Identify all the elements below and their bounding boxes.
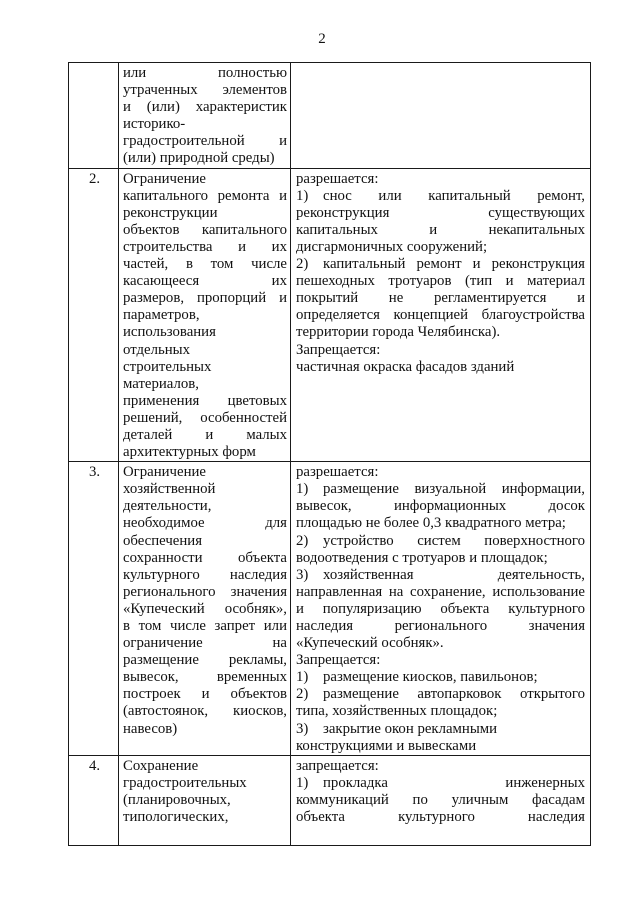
- text-line: историко-: [123, 116, 186, 133]
- text-line: отдельных: [123, 341, 190, 358]
- text-line: [296, 533, 585, 550]
- text-line: типологических,: [123, 809, 229, 826]
- text-line: коммуникаций по уличным фасадам: [296, 791, 585, 808]
- list-marker: 1): [296, 774, 309, 791]
- paragraph: [296, 481, 585, 532]
- list-item-text: размещение автопарковок открытого: [323, 686, 585, 703]
- text-line: [296, 567, 585, 584]
- paragraph: [123, 758, 287, 826]
- text-line: градостроительной и: [123, 133, 287, 150]
- text-line: объектов капитального: [123, 221, 287, 238]
- text-line: использования: [123, 324, 216, 341]
- table-row: [69, 755, 591, 845]
- text-line: Запрещается:: [296, 341, 381, 358]
- paragraph: [123, 171, 287, 462]
- text-line: вывесок, временных: [123, 669, 287, 686]
- text-line: территории города Челябинска).: [296, 324, 501, 341]
- list-item-text: размещение киосков, павильонов;: [323, 669, 538, 686]
- text-line: частичная окраска фасадов зданий: [296, 358, 515, 375]
- text-line: применения цветовых: [123, 392, 287, 409]
- paragraph: [296, 567, 585, 652]
- paragraph: [296, 342, 585, 359]
- row-number-cell: [69, 168, 119, 462]
- text-line: размеров, пропорций и: [123, 290, 287, 307]
- list-item-text: капитальный ремонт и реконструкция: [323, 256, 585, 273]
- row-number-cell: [69, 755, 119, 845]
- list-item-text: снос или капитальный ремонт,: [323, 187, 585, 204]
- text-line: касающееся их: [123, 273, 287, 290]
- subject-cell: [119, 462, 291, 756]
- text-line: утраченных элементов: [123, 82, 287, 99]
- table-row: [69, 462, 591, 756]
- text-line: [296, 775, 585, 792]
- list-marker: 1): [296, 481, 309, 498]
- text-line: или полностью: [123, 65, 287, 81]
- text-line: вывесок, информационных досок: [296, 498, 585, 515]
- paragraph: [296, 721, 585, 755]
- text-line: [296, 481, 585, 498]
- paragraph: [296, 359, 585, 376]
- text-line: ограничение на: [123, 635, 287, 652]
- text-line: строительных: [123, 358, 212, 375]
- subject-cell: [119, 63, 291, 169]
- text-line: частей, в том числе: [123, 256, 287, 273]
- text-line: покрытий не регламентируется и: [296, 290, 585, 307]
- paragraph: [123, 65, 287, 168]
- text-line: разрешается:: [296, 464, 379, 481]
- list-item-text: устройство систем поверхностного: [323, 532, 585, 549]
- paragraph: [296, 188, 585, 256]
- text-line: Запрещается:: [296, 652, 381, 669]
- text-line: и (или) характеристик: [123, 99, 287, 116]
- text-line: (или) природной среды): [123, 150, 275, 167]
- text-line: определяется концепцией благоустройства: [296, 307, 585, 324]
- row-number: 3.: [88, 464, 101, 481]
- text-line: водоотведения с тротуаров и площадок;: [296, 549, 548, 566]
- list-item-text: прокладка инженерных: [323, 774, 585, 791]
- paragraph: [296, 775, 585, 826]
- text-line: капитального ремонта и: [123, 187, 287, 204]
- list-item-text: размещение визуальной информации,: [323, 481, 585, 498]
- list-item-text: хозяйственная деятельность,: [323, 566, 585, 583]
- regime-cell: [291, 755, 591, 845]
- text-line: Ограничение: [123, 170, 206, 187]
- regime-table: [68, 62, 591, 846]
- text-line: [296, 721, 585, 738]
- list-marker: 2): [296, 686, 309, 703]
- paragraph: [296, 256, 585, 341]
- paragraph: [296, 464, 585, 481]
- text-line: запрещается:: [296, 757, 379, 774]
- text-line: деятельности,: [123, 498, 212, 515]
- list-marker: 1): [296, 669, 309, 686]
- list-marker: 3): [296, 720, 309, 737]
- paragraph: [296, 652, 585, 669]
- text-line: «Купеческий особняк».: [296, 635, 444, 652]
- paragraph: [296, 686, 585, 720]
- row-number: 2.: [88, 170, 101, 187]
- text-line: площадью не более 0,3 квадратного метра;: [296, 515, 566, 532]
- text-line: размещение рекламы,: [123, 652, 287, 669]
- text-line: обеспечения: [123, 532, 203, 549]
- text-line: строительства и их: [123, 238, 287, 255]
- paragraph: [123, 464, 287, 738]
- text-line: и популяризацию объекта культурного: [296, 600, 585, 617]
- text-line: пешеходных тротуаров (тип и материал: [296, 273, 585, 290]
- paragraph: [296, 669, 585, 686]
- text-line: (автостоянок, киосков,: [123, 703, 287, 720]
- text-line: Сохранение: [123, 757, 199, 774]
- table-row: [69, 168, 591, 462]
- text-line: объекта культурного наследия: [296, 809, 585, 826]
- list-item-text: закрытие окон рекламными: [323, 720, 498, 737]
- text-line: (планировочных,: [123, 791, 231, 808]
- text-line: направленная на сохранение, использование: [296, 583, 585, 600]
- subject-cell: [119, 168, 291, 462]
- text-line: деталей и малых: [123, 426, 287, 443]
- text-line: типа, хозяйственных площадок;: [296, 703, 498, 720]
- text-line: решений, особенностей: [123, 409, 287, 426]
- text-line: необходимое для: [123, 515, 287, 532]
- text-line: капитальных и некапитальных: [296, 221, 585, 238]
- text-line: Ограничение: [123, 464, 206, 481]
- list-marker: 2): [296, 256, 309, 273]
- paragraph: [296, 171, 585, 188]
- row-number-cell: [69, 462, 119, 756]
- text-line: [296, 686, 585, 703]
- paragraph: [296, 758, 585, 775]
- text-line: параметров,: [123, 307, 200, 324]
- paragraph: [296, 533, 585, 567]
- text-line: культурного наследия: [123, 566, 287, 583]
- row-number-cell: [69, 63, 119, 169]
- page-number: 2: [318, 31, 326, 47]
- row-number: 4.: [88, 757, 101, 774]
- list-marker: 2): [296, 532, 309, 549]
- text-line: реконструкции: [123, 204, 218, 221]
- subject-cell: [119, 755, 291, 845]
- text-line: построек и объектов: [123, 686, 287, 703]
- text-line: «Купеческий особняк»,: [123, 600, 287, 617]
- text-line: материалов,: [123, 375, 199, 392]
- text-line: хозяйственной: [123, 481, 216, 498]
- text-line: сохранности объекта: [123, 549, 287, 566]
- text-line: реконструкция существующих: [296, 204, 585, 221]
- text-line: в том числе запрет или: [123, 618, 287, 634]
- table-row: [69, 63, 591, 169]
- text-line: регионального значения: [123, 583, 287, 600]
- text-line: архитектурных форм: [123, 444, 256, 461]
- text-line: разрешается:: [296, 170, 379, 187]
- text-line: дисгармоничных сооружений;: [296, 238, 488, 255]
- text-line: навесов): [123, 720, 178, 737]
- text-line: наследия регионального значения: [296, 618, 585, 634]
- text-line: градостроительных: [123, 774, 247, 791]
- text-line: [296, 256, 585, 273]
- list-marker: 3): [296, 566, 309, 583]
- text-line: [296, 188, 585, 205]
- regime-cell: [291, 168, 591, 462]
- text-line: [296, 669, 585, 686]
- text-line: конструкциями и вывесками: [296, 737, 477, 754]
- regime-cell: [291, 462, 591, 756]
- regime-cell: [291, 63, 591, 169]
- list-marker: 1): [296, 187, 309, 204]
